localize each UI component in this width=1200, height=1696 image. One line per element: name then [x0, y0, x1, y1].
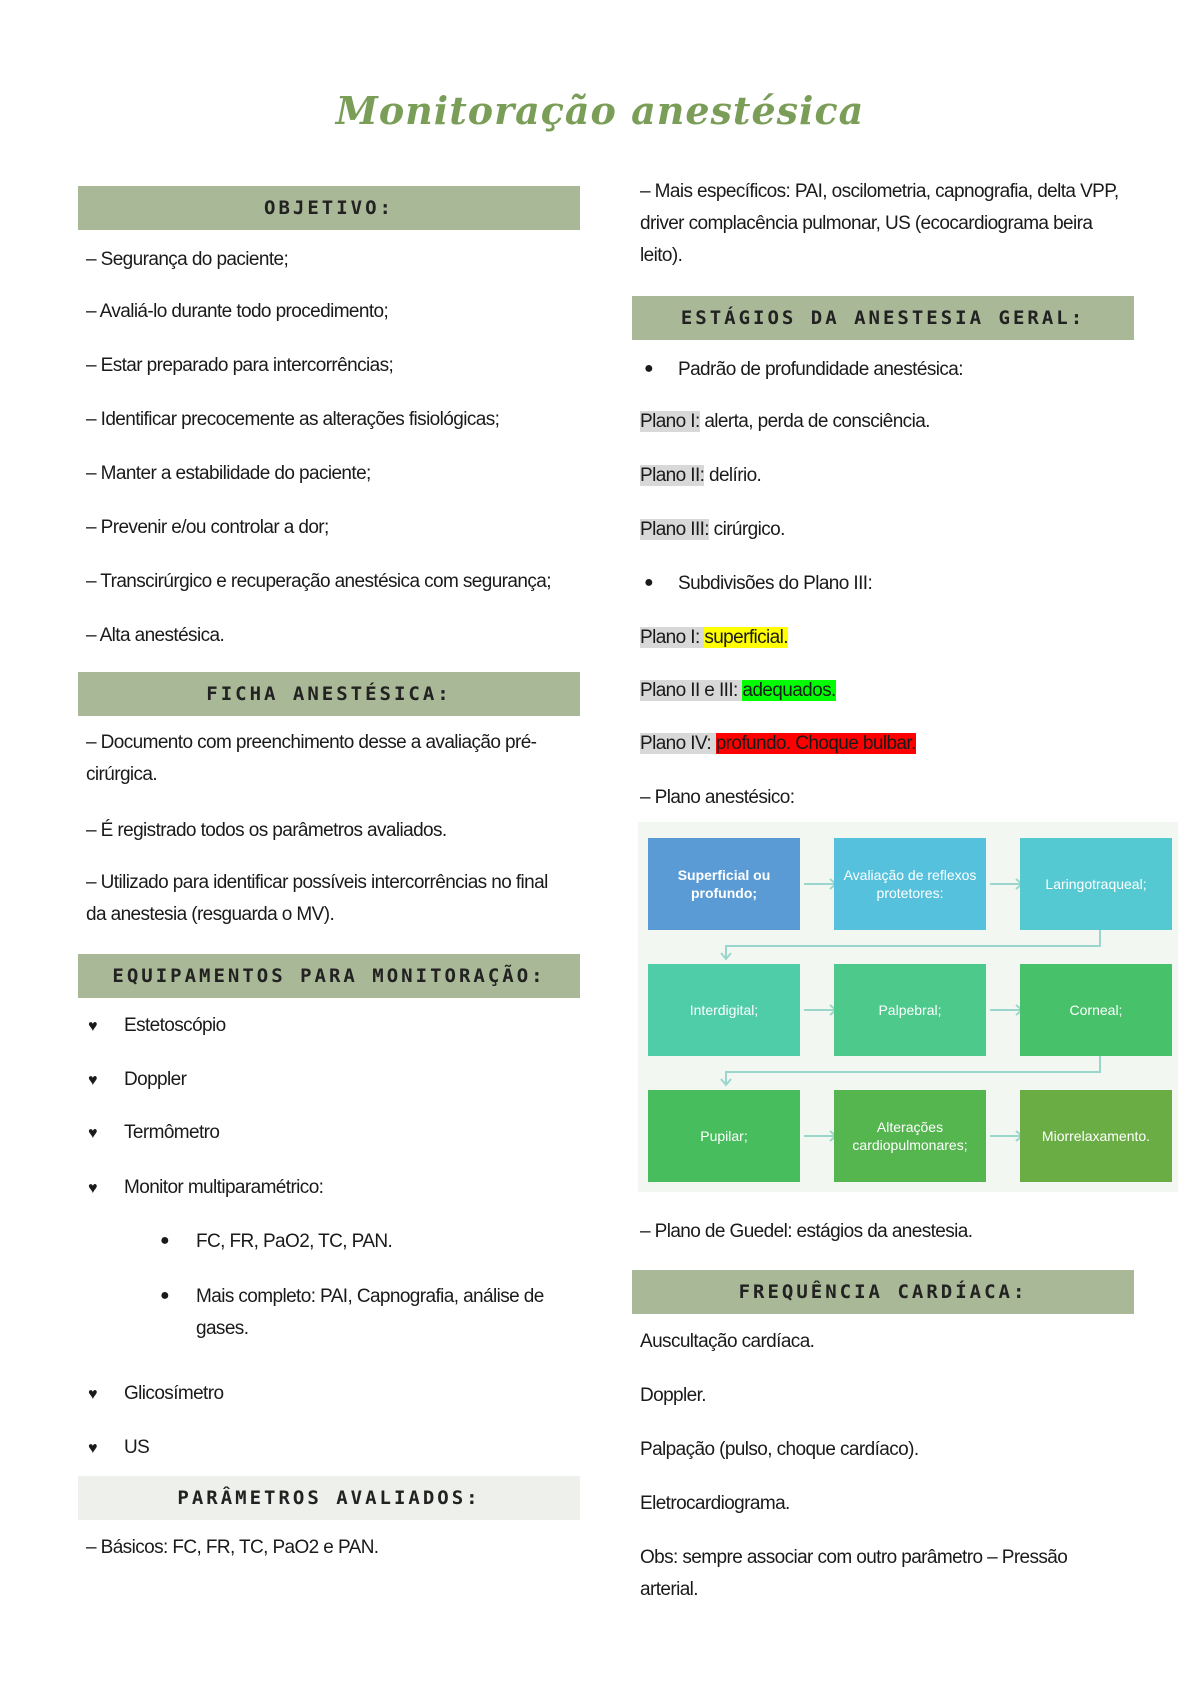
diagram-step-pupilar: Pupilar;	[648, 1090, 800, 1182]
plano-label: Plano I:	[640, 411, 700, 432]
equipamento-subitem: Mais completo: PAI, Capnografia, análise de gases.	[196, 1286, 544, 1339]
subplano-label: Plano IV:	[640, 733, 716, 754]
section-header-ficha: FICHA ANESTÉSICA:	[78, 672, 580, 716]
dot-bullet-icon: ●	[160, 1232, 170, 1249]
diagram-step-superficial: Superficial ou profundo;	[648, 838, 800, 930]
equipamento-item: Glicosímetro	[124, 1383, 224, 1404]
diagram-step-palpebral: Palpebral;	[834, 964, 986, 1056]
subplano-label: Plano II e III:	[640, 680, 743, 701]
dot-bullet-icon: ●	[644, 360, 654, 377]
heart-bullet-icon: ♥	[88, 1180, 98, 1197]
dot-bullet-icon: ●	[644, 574, 654, 591]
objetivo-item: – Transcirúrgico e recuperação anestésica com segurança;	[86, 571, 551, 592]
equipamento-item: Monitor multiparamétrico:	[124, 1177, 324, 1198]
heart-bullet-icon: ♥	[88, 1072, 98, 1089]
section-header-equipamentos: EQUIPAMENTOS PARA MONITORAÇÃO:	[78, 954, 580, 998]
equipamento-item: Doppler	[124, 1069, 187, 1090]
heart-bullet-icon: ♥	[88, 1018, 98, 1035]
diagram-step-reflexos: Avaliação de reflexos protetores:	[834, 838, 986, 930]
plano-text: alerta, perda de consciência.	[699, 411, 930, 432]
estagios-bullet: Padrão de profundidade anestésica:	[678, 359, 963, 380]
diagram-step-miorrelaxamento: Miorrelaxamento.	[1020, 1090, 1172, 1182]
plano-anestesico-label: – Plano anestésico:	[640, 787, 795, 808]
subplano-label: Plano I:	[640, 627, 705, 648]
equipamento-subitem: FC, FR, PaO2, TC, PAN.	[196, 1231, 393, 1252]
fc-item: Eletrocardiograma.	[640, 1493, 790, 1514]
objetivo-item: – Identificar precocemente as alterações fisiológicas;	[86, 409, 500, 430]
plano-guedel: – Plano de Guedel: estágios da anestesia.	[640, 1221, 973, 1242]
diagram-step-interdigital: Interdigital;	[648, 964, 800, 1056]
section-header-parametros: PARÂMETROS AVALIADOS:	[78, 1476, 580, 1520]
subplano-text: adequados.	[742, 680, 836, 701]
heart-bullet-icon: ♥	[88, 1386, 98, 1403]
parametros-basicos: – Básicos: FC, FR, TC, PaO2 e PAN.	[86, 1537, 379, 1558]
fc-item: Palpação (pulso, choque cardíaco).	[640, 1439, 919, 1460]
parametros-especificos: – Mais específicos: PAI, oscilometria, capnografia, delta VPP, driver complacência pulmonar, US (ecocardiograma beira leito).	[640, 181, 1119, 266]
fc-item: Doppler.	[640, 1385, 706, 1406]
objetivo-item: – Estar preparado para intercorrências;	[86, 355, 394, 376]
diagram-step-cardiopulmonares: Alterações cardiopulmonares;	[834, 1090, 986, 1182]
equipamento-item: Termômetro	[124, 1122, 220, 1143]
section-header-estagios: ESTÁGIOS DA ANESTESIA GERAL:	[632, 296, 1134, 340]
section-header-fc: FREQUÊNCIA CARDÍACA:	[632, 1270, 1134, 1314]
fc-item: Auscultação cardíaca.	[640, 1331, 815, 1352]
diagram-step-laringotraqueal: Laringotraqueal;	[1020, 838, 1172, 930]
plano-label: Plano III:	[640, 519, 709, 540]
objetivo-item: – Prevenir e/ou controlar a dor;	[86, 517, 329, 538]
diagram-step-corneal: Corneal;	[1020, 964, 1172, 1056]
estagios-bullet: Subdivisões do Plano III:	[678, 573, 873, 594]
page-title: Monitoração anestésica	[335, 88, 865, 133]
section-header-objetivo: OBJETIVO:	[78, 186, 580, 230]
heart-bullet-icon: ♥	[88, 1440, 98, 1457]
objetivo-item: – Avaliá-lo durante todo procedimento;	[86, 301, 389, 322]
ficha-item: – É registrado todos os parâmetros avaliados.	[86, 820, 447, 841]
plano-text: delírio.	[704, 465, 762, 486]
objetivo-item: – Alta anestésica.	[86, 625, 225, 646]
objetivo-item: – Segurança do paciente;	[86, 249, 289, 270]
equipamento-item: US	[124, 1437, 150, 1458]
objetivo-item: – Manter a estabilidade do paciente;	[86, 463, 371, 484]
subplano-text: superficial.	[704, 627, 788, 648]
ficha-item: – Documento com preenchimento desse a avaliação pré-cirúrgica.	[86, 732, 537, 785]
ficha-item: – Utilizado para identificar possíveis intercorrências no final da anestesia (resguarda o MV).	[86, 872, 548, 925]
heart-bullet-icon: ♥	[88, 1125, 98, 1142]
equipamento-item: Estetoscópio	[124, 1015, 226, 1036]
plano-label: Plano II:	[640, 465, 705, 486]
plano-text: cirúrgico.	[709, 519, 785, 540]
dot-bullet-icon: ●	[160, 1287, 170, 1304]
fc-item: Obs: sempre associar com outro parâmetro – Pressão arterial.	[640, 1547, 1068, 1600]
subplano-text: profundo. Choque bulbar.	[715, 733, 916, 754]
